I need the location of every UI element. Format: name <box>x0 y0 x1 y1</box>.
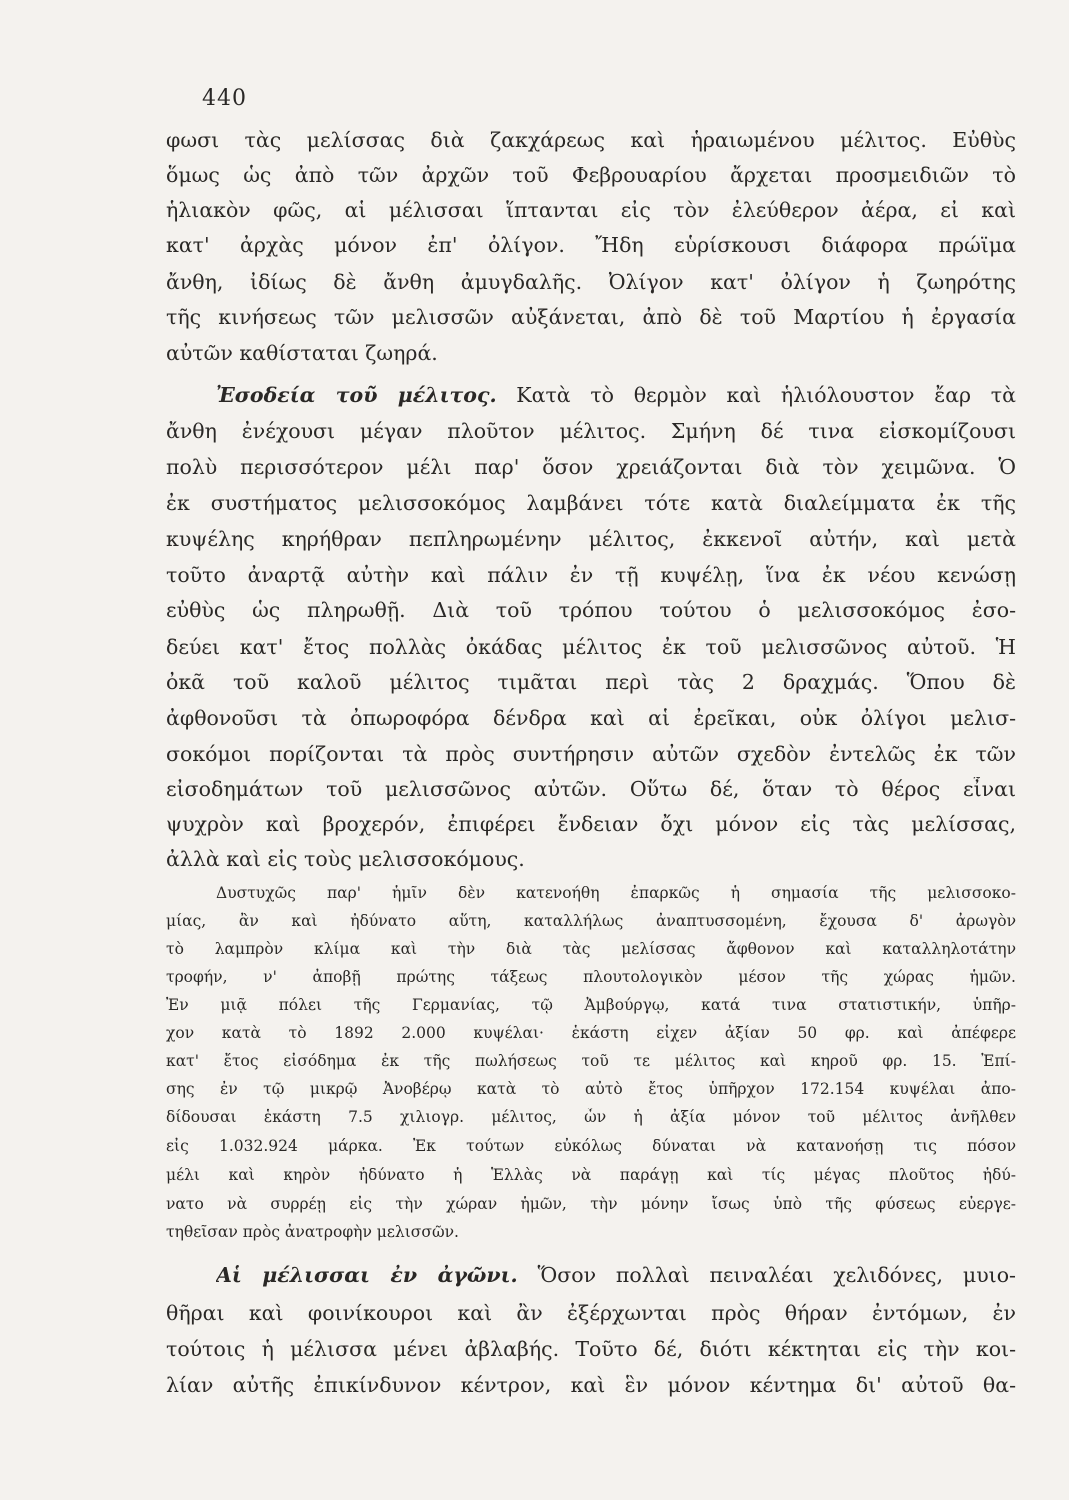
text-line <box>216 1263 1016 1287</box>
text-line: τοῦτο ἀναρτᾷ αὐτὴν καὶ πάλιν ἐν τῇ κυψέλῃ, ἵνα ἐκ νέου κενώσῃ <box>166 563 1016 587</box>
text-span: Ὅσον πολλαὶ πειναλέαι χελιδόνες, μυιο- <box>537 1263 1016 1287</box>
text-line: σης ἐν τῷ μικρῷ Ἀνοβέρῳ κατὰ τὸ αὐτὸ ἔτος ὑπῆρχον 172.154 κυψέλαι ἀπο- <box>166 1080 1016 1098</box>
text-line: κατ' ἀρχὰς μόνον ἐπ' ὀλίγον. Ἤδη εὑρίσκουσι διάφορα πρώϊμα <box>166 233 1016 257</box>
text-line: λίαν αὐτῆς ἐπικίνδυνον κέντρον, καὶ ἓν μόνον κέντημα δι' αὐτοῦ θα- <box>166 1373 1016 1397</box>
text-line: τῆς κινήσεως τῶν μελισσῶν αὐξάνεται, ἀπὸ δὲ τοῦ Μαρτίου ἡ ἐργασία <box>166 305 1016 329</box>
page-number: 440 <box>202 86 247 111</box>
text-line: μίας, ἂν καὶ ἠδύνατο αὕτη, καταλλήλως ἀναπτυσσομένη, ἔχουσα δ' ἀρωγὸν <box>166 912 1016 930</box>
text-line: θῆραι καὶ φοινίκουροι καὶ ἂν ἐξέρχωνται πρὸς θήραν ἐντόμων, ἐν <box>166 1301 1016 1325</box>
text-line: τηθεῖσαν πρὸς ἀνατροφὴν μελισσῶν. <box>166 1223 459 1241</box>
section-heading: Ἐσοδεία τοῦ μέλιτος. <box>216 383 497 407</box>
text-line: νατο νὰ συρρέῃ εἰς τὴν χώραν ἡμῶν, τὴν μόνην ἴσως ὑπὸ τῆς φύσεως εὐεργε- <box>166 1195 1016 1213</box>
section-heading: Αἱ μέλισσαι ἐν ἀγῶνι. <box>216 1263 518 1287</box>
text-line: ἐκ συστήματος μελισσοκόμος λαμβάνει τότε κατὰ διαλείμματα ἐκ τῆς <box>166 491 1016 515</box>
text-line: αὐτῶν καθίσταται ζωηρά. <box>166 341 438 365</box>
text-line: χον κατὰ τὸ 1892 2.000 κυψέλαι· ἑκάστη εἶχεν ἀξίαν 50 φρ. καὶ ἀπέφερε <box>166 1024 1016 1042</box>
text-line: ἀφθονοῦσι τὰ ὀπωροφόρα δένδρα καὶ αἱ ἐρεῖκαι, οὐκ ὀλίγοι μελισ- <box>166 706 1016 730</box>
text-line: φωσι τὰς μελίσσας διὰ ζακχάρεως καὶ ἡραιωμένου μέλιτος. Εὐθὺς <box>166 128 1016 152</box>
text-line: εἰς 1.032.924 μάρκα. Ἐκ τούτων εὐκόλως δύναται νὰ κατανοήσῃ τις πόσον <box>166 1137 1016 1155</box>
text-line: Ἐν μιᾷ πόλει τῆς Γερμανίας, τῷ Ἀμβούργῳ, κατά τινα στατιστικήν, ὑπῆρ- <box>166 996 1016 1014</box>
text-line: κυψέλης κηρήθραν πεπληρωμένην μέλιτος, ἐκκενοῖ αὐτήν, καὶ μετὰ <box>166 527 1016 551</box>
text-line: κατ' ἔτος εἰσόδημα ἐκ τῆς πωλήσεως τοῦ τε μέλιτος καὶ κηροῦ φρ. 15. Ἐπί- <box>166 1052 1016 1070</box>
text-line: ἡλιακὸν φῶς, αἱ μέλισσαι ἵπτανται εἰς τὸν ἐλεύθερον ἀέρα, εἰ καὶ <box>166 198 1016 222</box>
text-line: ὀκᾶ τοῦ καλοῦ μέλιτος τιμᾶται περὶ τὰς 2 δραχμάς. Ὅπου δὲ <box>166 670 1016 694</box>
text-line: εὐθὺς ὡς πληρωθῇ. Διὰ τοῦ τρόπου τούτου ὁ μελισσοκόμος ἐσο- <box>166 598 1016 622</box>
text-line: τούτοις ἡ μέλισσα μένει ἀβλαβής. Τοῦτο δέ, διότι κέκτηται εἰς τὴν κοι- <box>166 1337 1016 1361</box>
text-line: μέλι καὶ κηρὸν ἠδύνατο ἡ Ἑλλὰς νὰ παράγῃ καὶ τίς μέγας πλοῦτος ἠδύ- <box>166 1166 1016 1184</box>
text-line: ἄνθη, ἰδίως δὲ ἄνθη ἀμυγδαλῆς. Ὀλίγον κατ' ὀλίγον ἡ ζωηρότης <box>166 270 1016 294</box>
text-line: δεύει κατ' ἔτος πολλὰς ὀκάδας μέλιτος ἐκ τοῦ μελισσῶνος αὐτοῦ. Ἡ <box>166 635 1016 659</box>
text-line: ἀλλὰ καὶ εἰς τοὺς μελισσοκόμους. <box>166 847 525 871</box>
text-span: Κατὰ τὸ θερμὸν καὶ ἡλιόλουστον ἔαρ τὰ <box>516 383 1016 407</box>
text-line: Δυστυχῶς παρ' ἡμῖν δὲν κατενοήθη ἐπαρκῶς ἡ σημασία τῆς μελισσοκο- <box>216 884 1016 902</box>
text-line: τροφήν, ν' ἀποβῇ πρώτης τάξεως πλουτολογικὸν μέσον τῆς χώρας ἡμῶν. <box>166 968 1016 986</box>
text-line: ὅμως ὡς ἀπὸ τῶν ἀρχῶν τοῦ Φεβρουαρίου ἄρχεται προσμειδιῶν τὸ <box>166 163 1016 187</box>
text-line: δίδουσαι ἑκάστη 7.5 χιλιογρ. μέλιτος, ὧν ἡ ἀξία μόνον τοῦ μέλιτος ἀνῆλθεν <box>166 1108 1016 1126</box>
text-line: τὸ λαμπρὸν κλίμα καὶ τὴν διὰ τὰς μελίσσας ἄφθονον καὶ καταλληλοτάτην <box>166 940 1016 958</box>
text-line: ἄνθη ἐνέχουσι μέγαν πλοῦτον μέλιτος. Σμήνη δέ τινα εἰσκομίζουσι <box>166 419 1016 443</box>
text-line: πολὺ περισσότερον μέλι παρ' ὅσον χρειάζονται διὰ τὸν χειμῶνα. Ὁ <box>166 455 1016 479</box>
text-line: σοκόμοι πορίζονται τὰ πρὸς συντήρησιν αὐτῶν σχεδὸν ἐντελῶς ἐκ τῶν <box>166 742 1016 766</box>
text-line: εἰσοδημάτων τοῦ μελισσῶνος αὐτῶν. Οὕτω δέ, ὅταν τὸ θέρος εἶναι <box>166 777 1016 801</box>
text-line <box>216 383 1016 407</box>
text-line: ψυχρὸν καὶ βροχερόν, ἐπιφέρει ἔνδειαν ὄχι μόνον εἰς τὰς μελίσσας, <box>166 812 1016 836</box>
